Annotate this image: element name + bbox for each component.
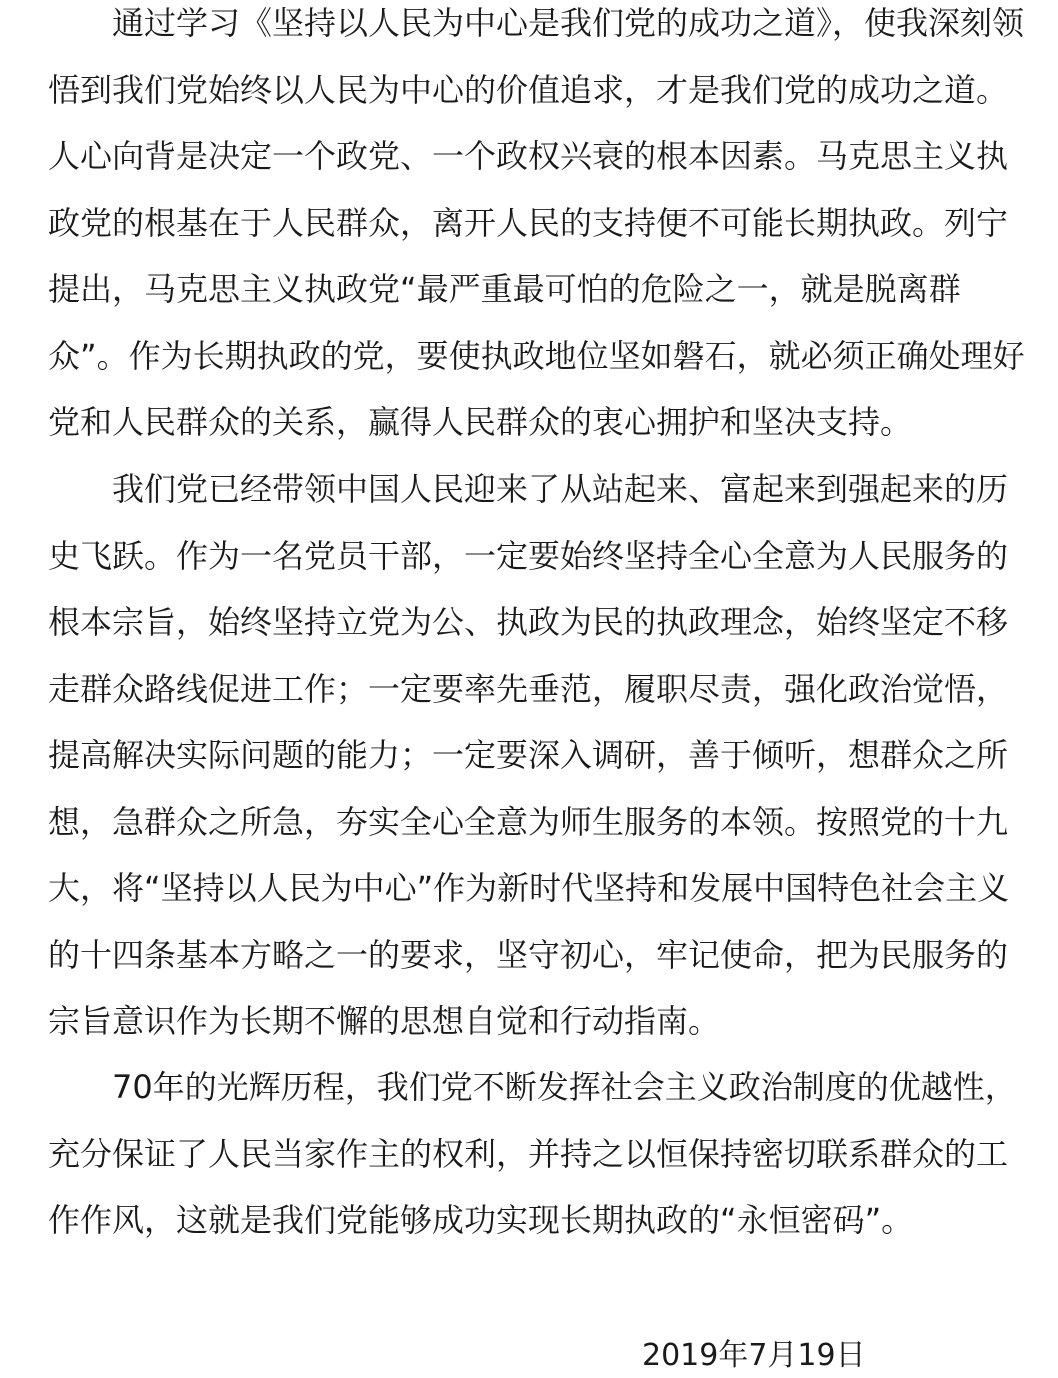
paragraph-2: 我们党已经带领中国人民迎来了从站起来、富起来到强起来的历史飞跃。作为一名党员干部，一定要始终坚持全心全意为人民服务的根本宗旨，始终坚持立党为公、执政为民的执政理念，始终坚定不移走群众路线促进工作；一定要率先垂范，履职尽责，强化政治觉悟，提高解决实际问题的能力；一定要深入调研，善于倾听，想群众之所想，急群众之所急，夯实全心全意为师生服务的本领。按照党的十九大，将“坚持以人民为中心”作为新时代坚持和发展中国特色社会主义的十四条基本方略之一的要求，坚守初心，牢记使命，把为民服务的宗旨意识作为长期不懈的思想自觉和行动指南。 [48,470,1010,1040]
paragraph-1: 通过学习《坚持以人民为中心是我们党的成功之道》，使我深刻领悟到我们党始终以人民为中心的价值追求，才是我们党的成功之道。人心向背是决定一个政党、一个政权兴衰的根本因素。马克思主义执政党的根基在于人民群众，离开人民的支持便不可能长期执政。列宁提出，马克思主义执政党“最严重最可怕的危险之一，就是脱离群众”。作为长期执政的党，要使执政地位坚如磐石，就必须正确处理好党和人民群众的关系，赢得人民群众的衷心拥护和坚决支持。 [48,4,1025,441]
paragraph-3: 70年的光辉历程，我们党不断发挥社会主义政治制度的优越性，充分保证了人民当家作主的权利，并持之以恒保持密切联系群众的工作作风，这就是我们党能够成功实现长期执政的“永恒密码”。 [48,1068,1017,1239]
document-date: 2019年7月19日 [642,1338,866,1373]
